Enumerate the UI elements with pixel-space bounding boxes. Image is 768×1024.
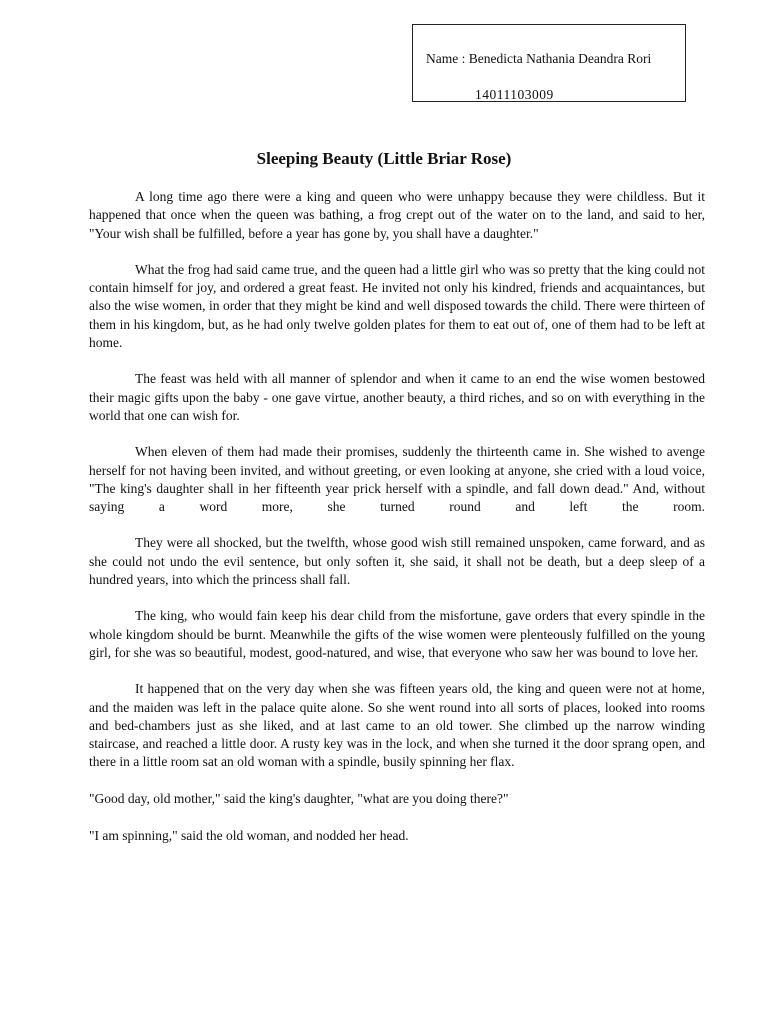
student-name: Name : Benedicta Nathania Deandra Rori [426, 51, 652, 66]
paragraph-5: They were all shocked, but the twelfth, whose good wish still remained unspoken, came forward, and as she could not undo the evil sentence, but only soften it, she said, it shall not be death, but a deep sleep of a hundred years, into which the princess shall fall. [89, 535, 705, 588]
document-title: Sleeping Beauty (Little Briar Rose) [256, 149, 512, 168]
paragraph-7: It happened that on the very day when she was fifteen years old, the king and queen were not at home, and the maiden was left in the palace quite alone. So she went round into all sorts of places, looked into rooms and bed-chambers just as she liked, and at last came to an old tower. She climbed up the narrow winding staircase, and reached a little door. A rusty key was in the lock, and when she turned it the door sprang open, and there in a little room sat an old woman with a spindle, busily spinning her flax. [89, 681, 705, 770]
paragraph-6: The king, who would fain keep his dear child from the misfortune, gave orders that every spindle in the whole kingdom should be burnt. Meanwhile the gifts of the wise women were plenteously fulfilled on the young girl, for she was so beautiful, modest, good-natured, and wise, that everyone who saw her was bound to love her. [89, 608, 705, 660]
paragraph-4: When eleven of them had made their promises, suddenly the thirteenth came in. She wished to avenge herself for not having been invited, and without greeting, or even looking at anyone, she cried with a loud voice, "The king's daughter shall in her fifteenth year prick herself with a spindle, and fall down dead." And, without saying a word more, she turned round and left the room. [89, 444, 705, 515]
document-body [89, 188, 705, 864]
student-info-box [412, 24, 686, 102]
paragraph-9: "I am spinning," said the old woman, and nodded her head. [89, 828, 409, 844]
paragraph-3: The feast was held with all manner of splendor and when it came to an end the wise women bestowed their magic gifts upon the baby - one gave virtue, another beauty, a third riches, and so on with everything in the world that one can wish for. [89, 371, 705, 423]
student-id: 14011103009 [475, 87, 554, 102]
paragraph-2: What the frog had said came true, and the queen had a little girl who was so pretty that the king could not contain himself for joy, and ordered a great feast. He invited not only his kindred, friends and acquaintances, but also the wise women, in order that they might be kind and well disposed towards the child. There were thirteen of them in his kingdom, but, as he had only twelve golden plates for them to eat out of, one of them had to be left at home. [89, 261, 705, 351]
paragraph-8: "Good day, old mother," said the king's daughter, "what are you doing there?" [89, 790, 509, 806]
paragraph-1: A long time ago there were a king and queen who were unhappy because they were childless. But it happened that once when the queen was bathing, a frog crept out of the water on to the land, and said to her, "Your wish shall be fulfilled, before a year has gone by, you shall have a daughter." [89, 189, 705, 241]
